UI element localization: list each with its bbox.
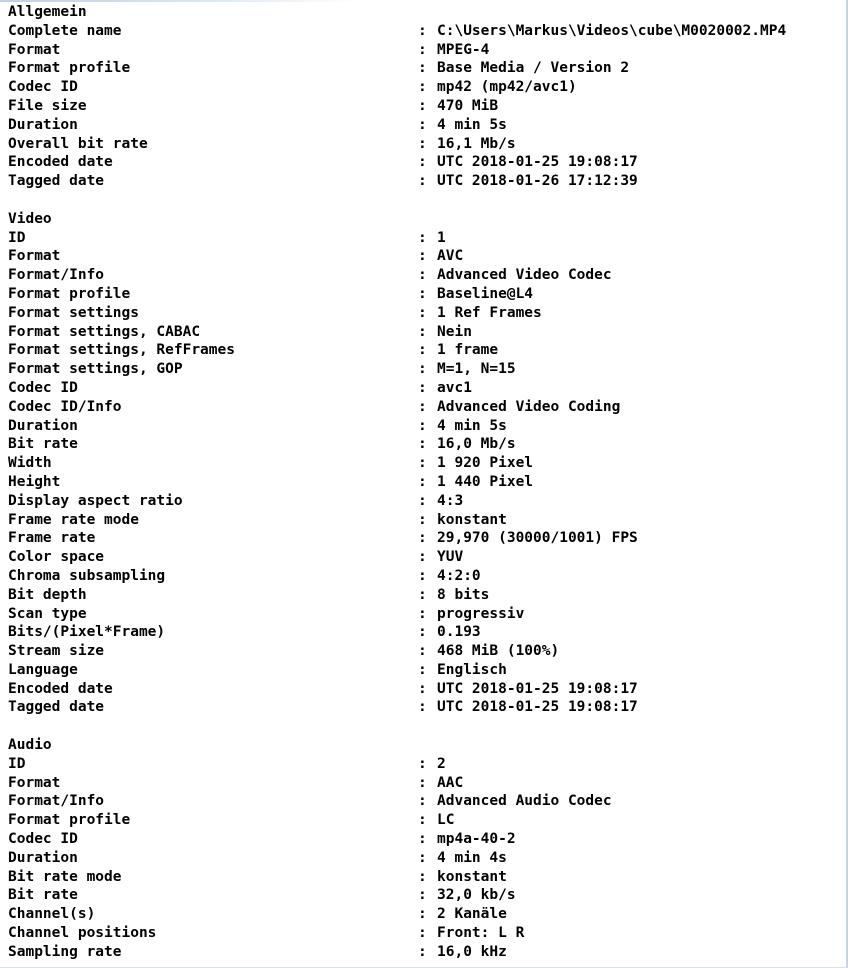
field-label: Tagged date: [8, 699, 105, 716]
info-row: [8, 642, 844, 661]
field-value-group: [418, 642, 559, 661]
info-row: [8, 548, 844, 567]
window-top-edge: [0, 0, 360, 2]
field-label: Format/Info: [8, 267, 105, 284]
field-value: konstant: [437, 511, 507, 528]
field-separator: :: [418, 567, 427, 584]
info-row: [8, 605, 844, 624]
info-row: [8, 266, 844, 285]
field-value: 32,0 kb/s: [437, 887, 516, 904]
field-value-group: [418, 172, 638, 191]
info-row: [8, 116, 844, 135]
info-row: [8, 59, 844, 78]
field-value: LC: [437, 812, 455, 829]
field-value: 1 440 Pixel: [437, 473, 534, 490]
info-row: [8, 172, 844, 191]
field-value: 29,970 (30000/1001) FPS: [437, 530, 638, 547]
field-separator: :: [418, 379, 427, 396]
field-value-group: [418, 153, 638, 172]
field-value: C:\Users\Markus\Videos\cube\M0020002.MP4: [437, 22, 787, 39]
field-value-group: [418, 360, 516, 379]
field-separator: :: [418, 248, 427, 265]
field-separator: :: [418, 774, 427, 791]
field-label: Overall bit rate: [8, 135, 148, 152]
field-value-group: [418, 341, 498, 360]
field-value-group: [418, 247, 463, 266]
field-value: MPEG-4: [437, 41, 490, 58]
field-value: 1 frame: [437, 342, 499, 359]
field-label: Frame rate mode: [8, 511, 139, 528]
field-label: Codec ID/Info: [8, 398, 122, 415]
info-row: [8, 924, 844, 943]
field-separator: :: [418, 812, 427, 829]
field-value-group: [418, 135, 516, 154]
section-spacer: [8, 717, 844, 736]
info-row: [8, 153, 844, 172]
field-value: YUV: [437, 549, 464, 566]
field-value-group: [418, 567, 481, 586]
field-value: Baseline@L4: [437, 285, 534, 302]
field-label: Language: [8, 661, 78, 678]
field-value: UTC 2018-01-26 17:12:39: [437, 173, 638, 190]
field-separator: :: [418, 79, 427, 96]
info-row: [8, 379, 844, 398]
field-value: Advanced Audio Codec: [437, 793, 612, 810]
field-value-group: [418, 886, 516, 905]
field-value-group: [418, 511, 507, 530]
field-separator: :: [418, 455, 427, 472]
field-value: M=1, N=15: [437, 361, 516, 378]
section-spacer: [8, 191, 844, 210]
info-row: [8, 304, 844, 323]
info-row: [8, 868, 844, 887]
field-value-group: [418, 905, 507, 924]
field-separator: :: [418, 849, 427, 866]
field-label: Color space: [8, 549, 105, 566]
field-separator: :: [418, 586, 427, 603]
field-value-group: [418, 473, 533, 492]
field-label: Format settings, GOP: [8, 361, 183, 378]
field-label: Duration: [8, 116, 78, 133]
field-value-group: [418, 22, 786, 41]
info-row: [8, 360, 844, 379]
info-row: [8, 886, 844, 905]
field-label: ID: [8, 755, 26, 772]
info-row: [8, 454, 844, 473]
info-row: [8, 435, 844, 454]
field-value-group: [418, 229, 446, 248]
info-row: [8, 529, 844, 548]
field-value-group: [418, 379, 472, 398]
field-separator: :: [418, 643, 427, 660]
field-label: Format profile: [8, 60, 131, 77]
field-separator: :: [418, 793, 427, 810]
info-row: [8, 661, 844, 680]
field-value: AVC: [437, 248, 464, 265]
info-row: [8, 943, 844, 962]
field-label: File size: [8, 97, 87, 114]
field-separator: :: [418, 943, 427, 960]
field-value: Base Media / Version 2: [437, 60, 630, 77]
field-value-group: [418, 792, 612, 811]
field-separator: :: [418, 417, 427, 434]
section-heading-video: Video: [8, 210, 52, 227]
field-label: Duration: [8, 849, 78, 866]
field-label: Sampling rate: [8, 943, 122, 960]
info-row: [8, 22, 844, 41]
field-label: Bit rate mode: [8, 868, 122, 885]
field-separator: :: [418, 229, 427, 246]
info-row: [8, 341, 844, 360]
field-separator: :: [418, 906, 427, 923]
field-label: Format: [8, 248, 61, 265]
field-value: 4:2:0: [437, 567, 481, 584]
field-value: 468 MiB (100%): [437, 643, 560, 660]
field-value-group: [418, 59, 629, 78]
field-value: 1: [437, 229, 446, 246]
field-separator: :: [418, 267, 427, 284]
field-separator: :: [418, 492, 427, 509]
field-value: 4 min 5s: [437, 417, 507, 434]
field-value-group: [418, 924, 524, 943]
field-value: Nein: [437, 323, 472, 340]
field-value: 4 min 4s: [437, 849, 507, 866]
field-separator: :: [418, 154, 427, 171]
field-separator: :: [418, 868, 427, 885]
field-separator: :: [418, 173, 427, 190]
field-label: Display aspect ratio: [8, 492, 183, 509]
field-value-group: [418, 116, 507, 135]
field-label: Chroma subsampling: [8, 567, 166, 584]
info-row: [8, 78, 844, 97]
field-label: ID: [8, 229, 26, 246]
field-separator: :: [418, 135, 427, 152]
section-heading-allgemein: Allgemein: [8, 4, 87, 20]
field-value: AAC: [437, 774, 464, 791]
field-label: Codec ID: [8, 79, 78, 96]
field-label: Codec ID: [8, 379, 78, 396]
field-value-group: [418, 943, 507, 962]
field-label: Bits/(Pixel*Frame): [8, 624, 166, 641]
field-label: Format profile: [8, 812, 131, 829]
info-row: [8, 398, 844, 417]
field-value-group: [418, 78, 577, 97]
field-value: 1 Ref Frames: [437, 304, 542, 321]
field-label: Format profile: [8, 285, 131, 302]
info-row: [8, 830, 844, 849]
info-row: [8, 285, 844, 304]
field-value-group: [418, 698, 638, 717]
field-label: Channel(s): [8, 906, 96, 923]
field-value-group: [418, 285, 533, 304]
field-label: Scan type: [8, 605, 87, 622]
field-label: Encoded date: [8, 154, 113, 171]
info-row: [8, 97, 844, 116]
field-value: 4 min 5s: [437, 116, 507, 133]
field-value: UTC 2018-01-25 19:08:17: [437, 699, 638, 716]
field-value-group: [418, 586, 489, 605]
field-separator: :: [418, 398, 427, 415]
info-row: [8, 792, 844, 811]
field-separator: :: [418, 511, 427, 528]
field-value-group: [418, 849, 507, 868]
info-row: [8, 567, 844, 586]
field-value-group: [418, 492, 463, 511]
field-label: Format: [8, 41, 61, 58]
field-value-group: [418, 398, 620, 417]
field-label: Format/Info: [8, 793, 105, 810]
field-separator: :: [418, 116, 427, 133]
field-label: Frame rate: [8, 530, 96, 547]
field-separator: :: [418, 323, 427, 340]
field-value-group: [418, 266, 612, 285]
field-value-group: [418, 605, 524, 624]
info-row: [8, 473, 844, 492]
field-value-group: [418, 680, 638, 699]
field-separator: :: [418, 41, 427, 58]
field-value: 1 920 Pixel: [437, 455, 534, 472]
field-separator: :: [418, 530, 427, 547]
field-label: Format settings, CABAC: [8, 323, 201, 340]
info-row: [8, 849, 844, 868]
field-separator: :: [418, 436, 427, 453]
field-value: avc1: [437, 379, 472, 396]
info-row: [8, 511, 844, 530]
field-value: 16,1 Mb/s: [437, 135, 516, 152]
field-value: 2: [437, 755, 446, 772]
field-separator: :: [418, 661, 427, 678]
field-value-group: [418, 661, 507, 680]
field-separator: :: [418, 361, 427, 378]
info-row: [8, 417, 844, 436]
info-row: [8, 323, 844, 342]
field-separator: :: [418, 624, 427, 641]
field-value: konstant: [437, 868, 507, 885]
field-value: mp4a-40-2: [437, 831, 516, 848]
field-separator: :: [418, 304, 427, 321]
field-value-group: [418, 454, 533, 473]
field-value-group: [418, 623, 481, 642]
field-value-group: [418, 548, 463, 567]
field-separator: :: [418, 605, 427, 622]
field-value-group: [418, 97, 498, 116]
field-value: mp42 (mp42/avc1): [437, 79, 577, 96]
field-label: Duration: [8, 417, 78, 434]
field-value: 8 bits: [437, 586, 490, 603]
field-label: Width: [8, 455, 52, 472]
field-value-group: [418, 41, 489, 60]
field-label: Bit rate: [8, 887, 78, 904]
section-heading-audio: Audio: [8, 737, 52, 754]
field-label: Format: [8, 774, 61, 791]
field-value: 4:3: [437, 492, 464, 509]
field-separator: :: [418, 755, 427, 772]
field-separator: :: [418, 925, 427, 942]
field-value: 2 Kanäle: [437, 906, 507, 923]
field-label: Format settings: [8, 304, 139, 321]
field-separator: :: [418, 831, 427, 848]
field-separator: :: [418, 680, 427, 697]
field-label: Complete name: [8, 22, 122, 39]
field-value-group: [418, 811, 454, 830]
info-row: [8, 774, 844, 793]
field-label: Stream size: [8, 643, 105, 660]
field-value: Front: L R: [437, 925, 525, 942]
field-value-group: [418, 304, 542, 323]
field-value: UTC 2018-01-25 19:08:17: [437, 154, 638, 171]
field-value: Advanced Video Codec: [437, 267, 612, 284]
info-row: [8, 698, 844, 717]
field-label: Bit rate: [8, 436, 78, 453]
field-label: Height: [8, 473, 61, 490]
field-value-group: [418, 868, 507, 887]
field-separator: :: [418, 473, 427, 490]
field-value-group: [418, 755, 446, 774]
field-value: 16,0 kHz: [437, 943, 507, 960]
field-value: Englisch: [437, 661, 507, 678]
info-row: [8, 811, 844, 830]
info-row: [8, 586, 844, 605]
field-separator: :: [418, 887, 427, 904]
field-value: 470 MiB: [437, 97, 499, 114]
info-row: [8, 247, 844, 266]
field-value: progressiv: [437, 605, 525, 622]
info-row: [8, 492, 844, 511]
field-label: Codec ID: [8, 831, 78, 848]
info-row: [8, 680, 844, 699]
field-label: Encoded date: [8, 680, 113, 697]
field-separator: :: [418, 60, 427, 77]
info-row: [8, 135, 844, 154]
field-label: Format settings, RefFrames: [8, 342, 235, 359]
field-value-group: [418, 774, 463, 793]
field-value-group: [418, 417, 507, 436]
field-label: Bit depth: [8, 586, 87, 603]
field-separator: :: [418, 342, 427, 359]
field-value-group: [418, 323, 472, 342]
field-value: UTC 2018-01-25 19:08:17: [437, 680, 638, 697]
field-value: 16,0 Mb/s: [437, 436, 516, 453]
field-value-group: [418, 830, 516, 849]
info-row: [8, 229, 844, 248]
field-value-group: [418, 435, 516, 454]
info-row: [8, 41, 844, 60]
field-separator: :: [418, 699, 427, 716]
info-row: [8, 755, 844, 774]
media-info-report: [8, 3, 844, 962]
field-value-group: [418, 529, 638, 548]
field-label: Tagged date: [8, 173, 105, 190]
field-label: Channel positions: [8, 925, 157, 942]
field-value: Advanced Video Coding: [437, 398, 621, 415]
field-separator: :: [418, 97, 427, 114]
field-separator: :: [418, 549, 427, 566]
info-row: [8, 623, 844, 642]
field-separator: :: [418, 285, 427, 302]
info-row: [8, 905, 844, 924]
field-value: 0.193: [437, 624, 481, 641]
field-separator: :: [418, 22, 427, 39]
